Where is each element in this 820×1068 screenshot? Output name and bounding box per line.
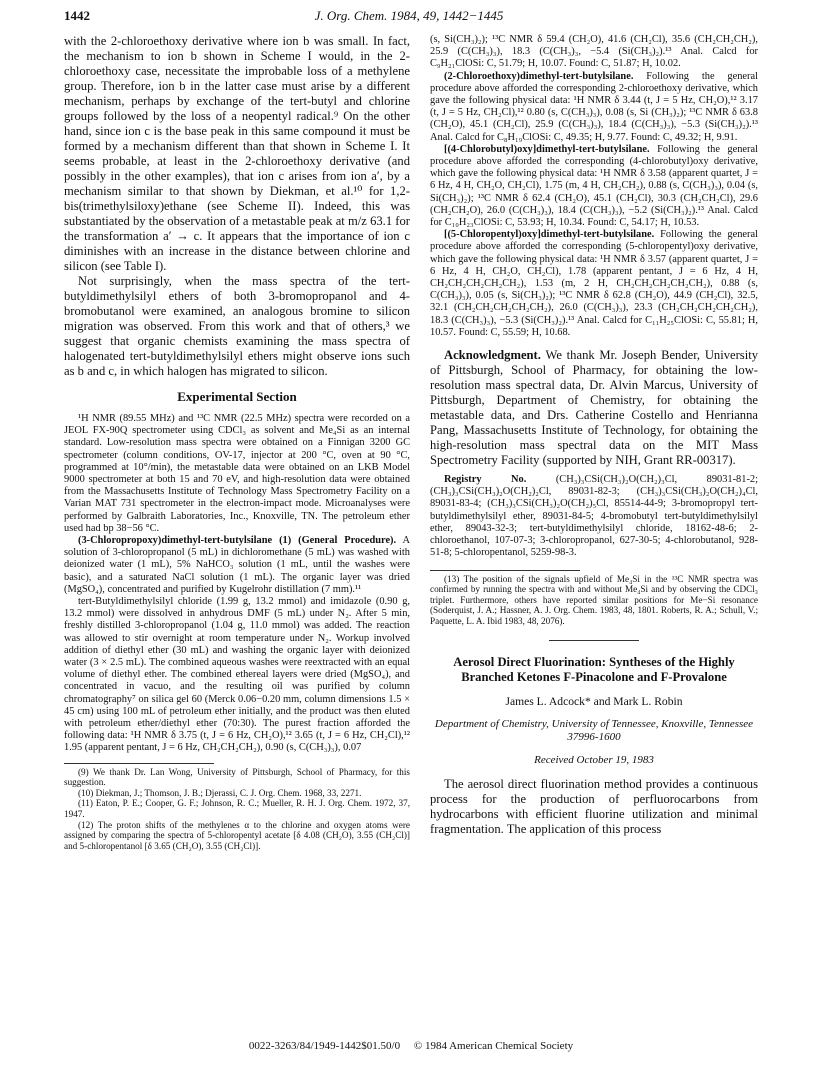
issn-code: 0022-3263/84/1949-1442$01.50/0 <box>248 1040 401 1052</box>
compound-heading: (2-Chloroethoxy)dimethyl-tert-butylsilane. <box>444 70 634 82</box>
footnote: (10) Diekman, J.; Thomson, J. B.; Djerassi, C. J. Org. Chem. 1968, 33, 2271. <box>78 787 362 798</box>
compound-paragraph <box>430 71 758 144</box>
footnote: (13) The position of the signals upfield of Me₄Si in the ¹³C NMR spectra was confirmed by running the spectra with and without Me₄Si and by observing the CDCl₃ triplet. Furthermore, others have reported similar positions for Me−Si resonance (Soderquist, J. A.; Hassner, A. J. Org. Chem. 1983, 48, 1801. Roberts, R. A.; Schull, V.; Paquette, L. A. Ibid 1983, 48, 2076). <box>430 573 758 626</box>
left-column <box>64 34 410 851</box>
footnote: (12) The proton shifts of the methylenes α to the chlorine and oxygen atoms were assigned by comparing the spectra of 5-chloropentyl acetate [δ 4.08 (CH₂O), 3.55 (CH₂Cl)] and 5-chloropentanol [δ 3.65 (CH₂O), 3.55 (CH₂Cl)]. <box>64 819 410 851</box>
footnote: (9) We thank Dr. Lan Wong, University of Pittsburgh, School of Pharmacy, for this suggestion. <box>64 766 410 788</box>
compound-text: Following the general procedure above afforded the corresponding (4-chlorobutyl)oxy derivative, which gave the following physical data: ¹H NMR δ 3.58 (apparent quartet, J = 6 Hz, 4 H, CH₂O, CH₂Cl), 1.75 (m, 4 H, CH₂CH₂), 0.88 (s, C(CH₃)₃), 0.04 (s, Si(CH₃)₂); ¹³C NMR δ 62.4 (CH₂O), 45.1 (CH₂Cl), 30.3 (CH₂CH₂Cl), 29.6 (CH₂CH₂O), 26.0 (C(CH₃)₃), 18.4 (C(CH₃)₃), −5.2 (Si(CH₃)₂).¹³ Anal. Calcd for C₁₀H₂₃ClOSi: C, 53.93; H, 10.34. Found: C, 54.17; H, 10.53. <box>430 143 758 229</box>
received-date: Received October 19, 1983 <box>534 754 654 767</box>
page-number: 1442 <box>64 8 90 23</box>
registry-paragraph <box>430 474 758 559</box>
journal-citation: J. Org. Chem. 1984, 49, 1442−1445 <box>314 8 504 23</box>
body-paragraph: Not surprisingly, when the mass spectra of the tert-butyldimethylsilyl ethers of both 3-bromopropanol and 4-bromobutanol were examined, an analogous bromine to silicon migration was observed. From this work and that of others,³ we suggest that organic chemists examining the mass spectra of halogenated tert-butyldimethylsilyl ethers might observe ions such as b and c, in which halogen has migrated to silicon. <box>64 274 410 378</box>
acknowledgment-paragraph <box>430 348 758 468</box>
copyright-notice: © 1984 American Chemical Society <box>413 1040 574 1052</box>
page-footer <box>64 1040 758 1052</box>
author-affiliation: Department of Chemistry, University of Tennessee, Knoxville, Tennessee 37996-1600 <box>434 718 754 744</box>
compound-text: Following the general procedure above afforded the corresponding 2-chloroethoxy derivative, which gave the following physical data: ¹H NMR δ 3.44 (t, J = 5 Hz, CH₂O),¹² 3.17 (t, J = 5 Hz, CH₂Cl),¹² 0.80 (s, C(CH₃)₃), 0.08 (s, Si (CH₃)₂); ¹³C NMR δ 63.8 (CH₂O), 45.1 (CH₂Cl), 25.9 (C(CH₃)₃), 18.4 (C(CH₃)₃), −5.3 (Si(CH₃)₂).¹³ Anal. Calcd for C₈H₁₉ClOSi: C, 49.35; H, 9.77. Found: C, 49.32; H, 9.91. <box>430 70 758 143</box>
procedure-text: A solution of 3-chloropropanol (5 mL) in dichloromethane (5 mL) was washed with deionized water (1 mL), 5% NaHCO₃ solution (1 mL, until the washes were basic), and a saturated NaCl solution (1 mL). The organic layer was dried (MgSO₄), concentrated and purified by Kugelrohr distillation (7 mm).¹¹ <box>64 535 410 595</box>
compound-heading: [(4-Chlorobutyl)oxy]dimethyl-tert-butylsilane. <box>444 143 650 155</box>
data-paragraph: (s, Si(CH₃)₂); ¹³C NMR δ 59.4 (CH₂O), 41.6 (CH₂Cl), 35.6 (CH₂CH₂CH₂), 25.9 (C(CH₃)₃), 18.3 (C(CH₃)₃, −5.4 (Si(CH₃)₂).¹³ Anal. Calcd for C₉H₂₁ClOSi: C, 51.79; H, 10.07. Found: C, 51.87; H, 10.02. <box>430 34 758 70</box>
compound-heading: [(5-Chloropentyl)oxy]dimethyl-tert-butylsilane. <box>444 229 655 241</box>
registry-text: (CH₃)₃CSi(CH₃)₂O(CH₂)₃Cl, 89031-81-2; (CH₃)₃CSi(CH₃)₂O(CH₂)₂Cl, 89031-82-3; (CH₃)₃CSi(CH₃)₂O(CH₂)₄Cl, 89031-83-4; (CH₃)₃CSi(CH₃)₂O(CH₂)₅Cl, 85514-44-9; 3-bromopropyl tert-butyldimethylsilyl ether, 89031-84-5; 4-bromobutyl tert-butyldimethylsilyl ether, 89043-32-3; tert-butyldimethylsilyl chloride, 18162-48-6; 2-chloroethanol, 107-07-3; 3-chloropropanol, 627-30-5; 4-chlorobutanol, 928-51-8; 5-chloropentanol, 5259-98-3. <box>430 474 758 559</box>
compound-text: Following the general procedure above afforded the corresponding (5-chloropentyl)oxy derivative, which gave the following physical data: ¹H NMR δ 3.57 (apparent quartet, J = 6 Hz, 4 H, CH₂O, CH₂Cl), 1.78 (apparent pentant, J = 6 Hz, 4 H, CH₂CH₂CH₂CH₂CH₂), 1.53 (m, 2 H, CH₂CH₂CH₂CH₂CH₂), 0.88 (s, C(CH₃)₃), 0.05 (s, Si(CH₃)₂); ¹³C NMR δ 62.8 (CH₂O), 44.9 (CH₂Cl), 32.5, 32.1 (CH₂CH₂CH₂CH₂CH₂), 26.0 (C(CH₃)₃), 23.3 (CH₂CH₂CH₂CH₂CH₂), 18.3 (C(CH₃)₃), −5.3 (Si(CH₃)₂).¹³ Anal. Calcd for C₁₁H₂₅ClOSi: C, 55.81; H, 10.57. Found: C, 55.59; H, 10.68. <box>430 229 758 338</box>
experimental-paragraph: ¹H NMR (89.55 MHz) and ¹³C NMR (22.5 MHz) spectra were recorded on a JEOL FX-90Q spectrometer using CDCl₃ as solvent and Me₄Si as an internal standard. Low-resolution mass spectra were obtained on a Finnigan 3200 GC spectrometer (column conditions, OV-17, injector at 200 °C, oven at 90 °C, programmed at 10°/min), the metastable data were obtained on an LKB Model 9000 spectrometer at both 15 and 70 eV, and high-resolution data were obtained from the Massachusetts Institute of Technology Mass Spectrometry Facility on a Varian MAT 731 spectrometer in the electron-impact mode. Microanalyses were performed by Galbraith Laboratories, Inc., Knoxville, TN. The petroleum ether used had bp 38−56 °C. <box>64 413 410 534</box>
abstract-paragraph: The aerosol direct fluorination method provides a continuous process for the production of perfluorocarbons from hydrocarbons with efficient fluorine utilization and minimal fragmentation. The application of this process <box>430 777 758 837</box>
registry-heading: Registry No. <box>444 474 527 486</box>
acknowledgment-text: We thank Mr. Joseph Bender, University of Pittsburgh, School of Pharmacy, for obtaining the low-resolution mass spectral data, Dr. Alvin Marcus, University of Pittsburgh, Department of Chemistry, for obtaining the metastable data, and Drs. Catherine Costello and Henrianna Pang, Massachusetts Institute of Technology, for obtaining the high-resolution mass spectral data on the MIT Mass Spectrometry Facility (supported by NIH, Grant RR-00317). <box>430 348 758 468</box>
compound-paragraph <box>430 144 758 229</box>
procedure-paragraph <box>64 535 410 596</box>
page-header <box>64 8 754 28</box>
procedure-heading: (3-Chloropropoxy)dimethyl-tert-butylsilane (1) (General Procedure). <box>78 535 397 547</box>
article-title: Aerosol Direct Fluorination: Syntheses of the Highly Branched Ketones F-Pinacolone and F-Provalone <box>453 655 735 685</box>
footnote: (11) Eaton, P. E.; Cooper, G. F.; Johnson, R. C.; Mueller, R. H. J. Org. Chem. 1972, 37, 1947. <box>64 798 410 820</box>
compound-paragraph <box>430 229 758 339</box>
body-paragraph: with the 2-chloroethoxy derivative where ion b was small. In fact, the mechanism to ion b shown in Scheme I would, in the 2-chloroethoxy case, necessitate the improbable loss of a methylene group. Therefore, ion b in the latter case must arise by a different mechanism, perhaps by exchange of the tert-butyl and chlorine groups followed by the loss of a neopentyl radical.⁹ On the other hand, since ion c is the base peak in this same compound it must be formed by a mechanism different than that shown in Scheme I. It seems probable, at least in the 2-chloroethoxy derivative (and possibly in the other examples), that ion c arises from ion a′, by a mechanism similar to that shown by Diekman, et al.¹⁰ for 1,2-bis(trimethylsiloxy)ethane (see Scheme II). Indeed, this was substantiated by the observation of a metastable peak at m/z 63.1 for the transformation a′ → c. It appears that the importance of ion c diminishes with an increase in the distance between chlorine and silicon (see Table I). <box>64 34 410 273</box>
section-title: Experimental Section <box>177 389 297 404</box>
acknowledgment-heading: Acknowledgment. <box>444 348 541 363</box>
right-column <box>430 34 758 837</box>
article-authors: James L. Adcock* and Mark L. Robin <box>505 695 683 709</box>
procedure-paragraph: tert-Butyldimethylsilyl chloride (1.99 g, 13.2 mmol) and imidazole (0.90 g, 13.2 mmol) were dissolved in anhydrous DMF (5 mL) under N₂. After 5 min, freshly distilled 3-chloropropanol (1.04 g, 11.0 mmol) was added. The reaction was allowed to stir overnight at room temperature under N₂. Workup involved addition of diethyl ether (30 mL) and washing the organic layer with deionized water (3 × 2.5 mL). The combined aqueous washes were reextracted with an equal volume of diethyl ether. The combined ethereal layers were dried (MgSO₄), and concentrated in vacuo, and the resulting oil was purified by column chromatography⁷ on silica gel 60 (Merck 0.06−0.20 mm, column dimensions 1.5 × 45 cm) using 100 mL of petroleum ether initially, and the product was then eluted with petroleum ether/diethyl ether (70:30). The purest fraction afforded the following data: ¹H NMR δ 3.75 (t, J = 6 Hz, CH₂O),¹² 3.65 (t, J = 6 Hz, CH₂Cl),¹² 1.95 (apparent pentant, J = 6 Hz, CH₂CH₂CH₂), 0.90 (s, C(CH₃)₃), 0.07 <box>64 596 410 754</box>
